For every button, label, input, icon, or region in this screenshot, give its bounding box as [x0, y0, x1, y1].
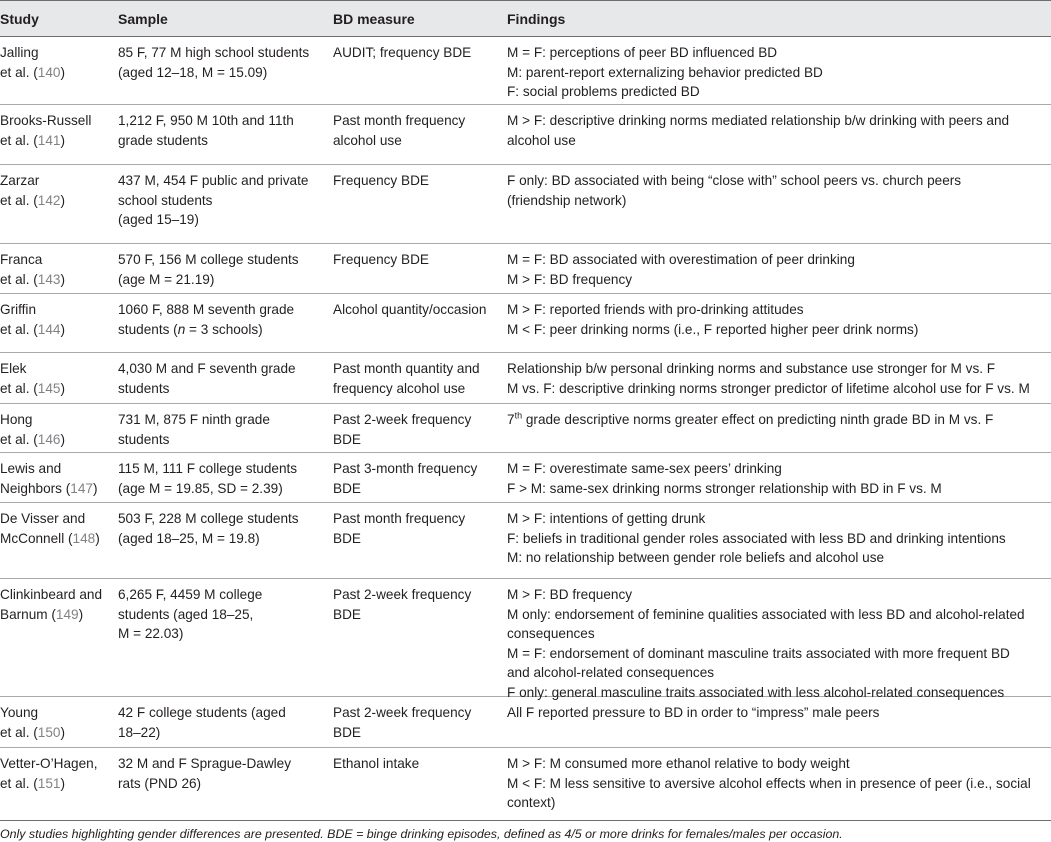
table-row: [0, 294, 1051, 353]
study-cell: [0, 250, 110, 289]
study-author: De Visser and: [0, 511, 86, 526]
study-citation: et al. (140): [0, 64, 65, 80]
measure-line: BDE: [333, 606, 361, 622]
findings-cell: [507, 300, 1051, 339]
sample-line: (aged 12–18, M = 15.09): [118, 64, 268, 80]
sample-line: students (n = 3 schools): [118, 321, 263, 337]
measure-line: BDE: [333, 431, 361, 447]
sample-cell: [118, 43, 328, 82]
findings-line: M > F: BD frequency: [507, 271, 633, 287]
sample-line: (age M = 21.19): [118, 271, 215, 287]
table-row: [0, 748, 1051, 821]
findings-line: M vs. F: descriptive drinking norms stronger predictor of lifetime alcohol use for F vs. M: [507, 380, 1030, 396]
findings-line: M = F: perceptions of peer BD influenced BD: [507, 45, 778, 60]
findings-cell: [507, 585, 1051, 703]
findings-line: Relationship b/w personal drinking norms and substance use stronger for M vs. F: [507, 361, 996, 376]
sample-line: 1,212 F, 950 M 10th and 11th: [118, 113, 294, 128]
measure-line: Past 3-month frequency: [333, 461, 478, 476]
table-row: [0, 165, 1051, 244]
findings-cell: [507, 359, 1051, 398]
study-author: Zarzar: [0, 173, 40, 188]
findings-line: F > M: same-sex drinking norms stronger relationship with BD in F vs. M: [507, 480, 942, 496]
findings-line: and alcohol-related consequences: [507, 665, 715, 681]
measure-cell: [333, 410, 503, 449]
measure-line: Past month frequency: [333, 511, 466, 526]
measure-cell: [333, 250, 503, 270]
study-cell: [0, 43, 110, 82]
study-author: Young: [0, 705, 39, 720]
study-cell: [0, 410, 110, 449]
findings-line: F only: general masculine traits associated with less alcohol-related consequences: [507, 684, 1005, 700]
sample-cell: [118, 509, 328, 548]
reference-link[interactable]: 149: [55, 606, 79, 622]
sample-line: (aged 18–25, M = 19.8): [118, 530, 260, 546]
study-citation: et al. (145): [0, 380, 65, 396]
sample-cell: [118, 703, 328, 742]
findings-cell: [507, 111, 1051, 150]
sample-line: 731 M, 875 F ninth grade: [118, 412, 270, 427]
findings-line: M = F: BD associated with overestimation of peer drinking: [507, 252, 855, 267]
findings-line: M = F: endorsement of dominant masculine traits associated with more frequent BD: [507, 645, 1010, 661]
sample-line: 6,265 F, 4459 M college: [118, 587, 263, 602]
findings-line: F: social problems predicted BD: [507, 84, 700, 100]
measure-cell: [333, 509, 503, 548]
table-row: [0, 579, 1051, 700]
findings-cell: [507, 43, 1051, 102]
sample-cell: [118, 300, 328, 339]
findings-line: M < F: M less sensitive to aversive alcohol effects when in presence of peer (i.e., social: [507, 775, 1031, 791]
study-cell: [0, 459, 110, 498]
measure-line: Ethanol intake: [333, 756, 420, 771]
study-citation: et al. (143): [0, 271, 65, 287]
measure-cell: [333, 171, 503, 191]
table-header: [0, 0, 1051, 37]
sample-cell: [118, 250, 328, 289]
table-row: [0, 697, 1051, 748]
sample-line: students: [118, 431, 170, 447]
header-measure: BD measure: [333, 11, 415, 27]
sample-line: rats (PND 26): [118, 775, 202, 791]
sample-cell: [118, 111, 328, 150]
measure-line: Past 2-week frequency: [333, 587, 472, 602]
measure-cell: [333, 754, 503, 774]
study-cell: [0, 509, 110, 548]
sample-line: school students: [118, 192, 213, 208]
reference-link[interactable]: 142: [37, 192, 61, 208]
measure-line: AUDIT; frequency BDE: [333, 45, 472, 60]
header-findings: Findings: [507, 11, 566, 27]
study-author: Brooks-Russell: [0, 113, 92, 128]
measure-cell: [333, 43, 503, 63]
findings-cell: [507, 171, 1051, 210]
sample-line: students (aged 18–25,: [118, 606, 254, 622]
table-row: [0, 353, 1051, 404]
sample-line: grade students: [118, 132, 208, 148]
findings-line: M > F: descriptive drinking norms mediated relationship b/w drinking with peers and: [507, 113, 1010, 128]
study-cell: [0, 359, 110, 398]
findings-cell: [507, 250, 1051, 289]
table-row: [0, 244, 1051, 294]
measure-cell: [333, 703, 503, 742]
reference-link[interactable]: 141: [37, 132, 61, 148]
sample-line: 42 F college students (aged: [118, 705, 286, 720]
findings-line: M only: endorsement of feminine qualities associated with less BD and alcohol-related: [507, 606, 1025, 622]
study-cell: [0, 300, 110, 339]
table-footnote: Only studies highlighting gender differences are presented. BDE = binge drinking episodes, defined as 4/5 or more drinks for females/males per occasion.: [0, 827, 843, 841]
study-cell: [0, 111, 110, 150]
reference-link[interactable]: 145: [37, 380, 61, 396]
measure-line: BDE: [333, 530, 361, 546]
table-row: [0, 453, 1051, 503]
findings-line: M > F: reported friends with pro-drinking attitudes: [507, 302, 804, 317]
reference-link[interactable]: 147: [70, 480, 93, 496]
reference-link[interactable]: 150: [37, 724, 61, 740]
findings-line: M > F: BD frequency: [507, 587, 633, 602]
study-citation: et al. (142): [0, 192, 65, 208]
measure-line: frequency alcohol use: [333, 380, 466, 396]
study-cell: [0, 754, 110, 793]
table-row: [0, 404, 1051, 453]
findings-line: F: beliefs in traditional gender roles associated with less BD and drinking intentions: [507, 530, 1006, 546]
findings-cell: [507, 459, 1051, 498]
study-citation: Barnum (149): [0, 606, 84, 622]
findings-line: M: parent-report externalizing behavior predicted BD: [507, 64, 823, 80]
header-sample: Sample: [118, 11, 168, 27]
study-citation: et al. (144): [0, 321, 65, 337]
reference-link[interactable]: 148: [72, 530, 96, 546]
measure-line: Alcohol quantity/occasion: [333, 302, 487, 317]
findings-line: context): [507, 795, 556, 811]
findings-line: 7th grade descriptive norms greater effect on predicting ninth grade BD in M vs. F: [507, 410, 994, 427]
sample-line: 32 M and F Sprague-Dawley: [118, 756, 292, 771]
measure-cell: [333, 111, 503, 150]
sample-line: 503 F, 228 M college students: [118, 511, 299, 526]
sample-cell: [118, 171, 328, 230]
findings-line: M > F: M consumed more ethanol relative to body weight: [507, 756, 850, 771]
sample-cell: [118, 410, 328, 449]
measure-line: Past month frequency: [333, 113, 466, 128]
study-author: Elek: [0, 361, 27, 376]
measure-line: BDE: [333, 724, 361, 740]
header-study: Study: [0, 11, 39, 27]
study-author: Lewis and: [0, 461, 62, 476]
sample-cell: [118, 754, 328, 793]
study-author: Franca: [0, 252, 43, 267]
sample-line: 437 M, 454 F public and private: [118, 173, 309, 188]
study-citation: Neighbors (147): [0, 480, 98, 496]
study-citation: McConnell (148): [0, 530, 100, 546]
sample-line: (age M = 19.85, SD = 2.39): [118, 480, 283, 496]
study-citation: et al. (141): [0, 132, 65, 148]
measure-line: Frequency BDE: [333, 252, 429, 267]
sample-line: 4,030 M and F seventh grade: [118, 361, 296, 376]
measure-cell: [333, 300, 503, 320]
findings-cell: [507, 509, 1051, 568]
measure-line: Frequency BDE: [333, 173, 429, 188]
sample-line: 570 F, 156 M college students: [118, 252, 299, 267]
sample-line: 85 F, 77 M high school students: [118, 45, 310, 60]
reference-link[interactable]: 143: [37, 271, 61, 287]
study-cell: [0, 171, 110, 210]
study-author: Vetter-O’Hagen,: [0, 756, 98, 771]
findings-line: alcohol use: [507, 132, 576, 148]
measure-line: alcohol use: [333, 132, 402, 148]
findings-cell: [507, 410, 1051, 430]
findings-line: F only: BD associated with being “close with” school peers vs. church peers: [507, 173, 962, 188]
sample-cell: [118, 459, 328, 498]
reference-link[interactable]: 140: [37, 64, 61, 80]
table-row: [0, 37, 1051, 105]
findings-line: consequences: [507, 626, 595, 642]
findings-line: M: no relationship between gender role beliefs and alcohol use: [507, 550, 885, 566]
study-cell: [0, 703, 110, 742]
sample-line: (aged 15–19): [118, 212, 199, 228]
study-citation: et al. (146): [0, 431, 65, 447]
reference-link[interactable]: 151: [37, 775, 61, 791]
study-citation: et al. (151): [0, 775, 65, 791]
findings-line: M > F: intentions of getting drunk: [507, 511, 706, 526]
study-author: Jalling: [0, 45, 39, 60]
reference-link[interactable]: 146: [37, 431, 61, 447]
measure-line: Past month quantity and: [333, 361, 480, 376]
reference-link[interactable]: 144: [37, 321, 61, 337]
table-row: [0, 105, 1051, 165]
study-author: Hong: [0, 412, 33, 427]
findings-line: M = F: overestimate same-sex peers’ drinking: [507, 461, 782, 476]
sample-line: 18–22): [118, 724, 161, 740]
measure-line: Past 2-week frequency: [333, 705, 472, 720]
measure-line: Past 2-week frequency: [333, 412, 472, 427]
findings-line: (friendship network): [507, 192, 627, 208]
sample-line: M = 22.03): [118, 626, 184, 642]
study-author: Clinkinbeard and: [0, 587, 103, 602]
study-cell: [0, 585, 110, 624]
measure-cell: [333, 585, 503, 624]
sample-cell: [118, 585, 328, 644]
table-row: [0, 503, 1051, 579]
findings-line: M < F: peer drinking norms (i.e., F reported higher peer drink norms): [507, 321, 919, 337]
study-author: Griffin: [0, 302, 37, 317]
findings-line: All F reported pressure to BD in order to “impress” male peers: [507, 705, 880, 720]
study-citation: et al. (150): [0, 724, 65, 740]
findings-cell: [507, 754, 1051, 813]
measure-cell: [333, 359, 503, 398]
measure-line: BDE: [333, 480, 361, 496]
sample-line: 115 M, 111 F college students: [118, 461, 298, 476]
findings-cell: [507, 703, 1051, 723]
measure-cell: [333, 459, 503, 498]
sample-line: 1060 F, 888 M seventh grade: [118, 302, 295, 317]
sample-cell: [118, 359, 328, 398]
sample-line: students: [118, 380, 170, 396]
